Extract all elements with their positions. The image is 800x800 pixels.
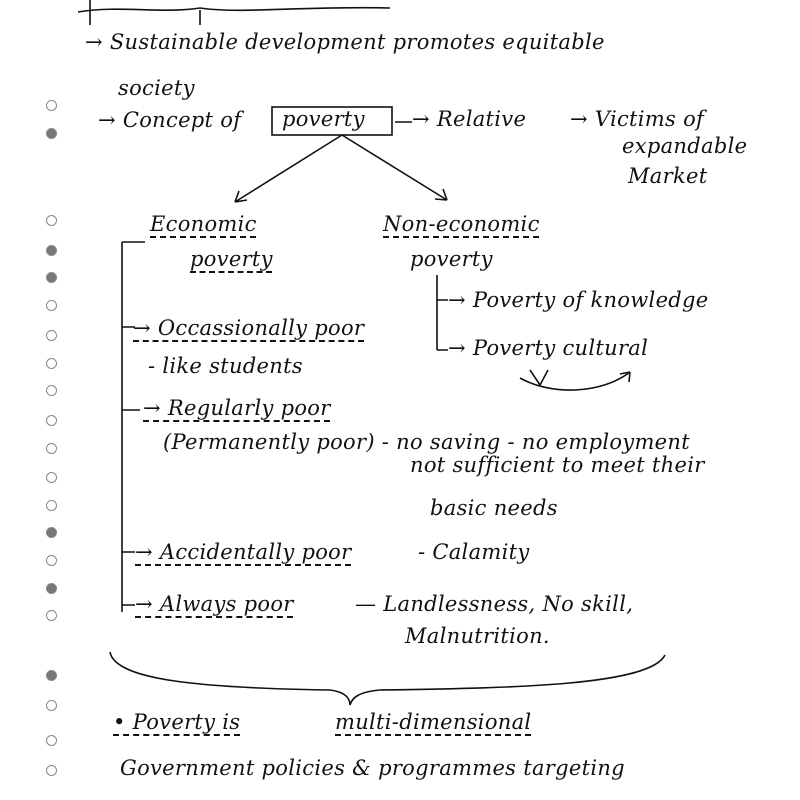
relative-label: → Relative [412,107,527,131]
note-line: not sufficient to meet their [410,453,705,477]
curly-brace [110,652,665,705]
note-line: (Permanently poor) - no saving - no employment [163,430,690,454]
economic-heading: poverty [190,247,273,271]
poor-type: → Always poor [135,592,294,616]
note-line: multi-dimensional [335,710,532,734]
note-line: basic needs [430,496,558,520]
note-line: • Poverty is [113,710,241,734]
non-economic-heading: Non-economic [383,212,540,236]
note-line: — Landlessness, No skill, [355,592,634,616]
victims-label: → Victims of [570,107,705,131]
note-line: - like students [148,354,303,378]
note-line: society [118,76,195,100]
concept-label: → Concept of [98,108,242,132]
cycle-arrow [520,370,630,390]
poor-type: → Occassionally poor [133,316,365,340]
arrow-economic [235,135,342,202]
economic-heading: Economic [150,212,257,236]
note-line: - Calamity [418,540,530,564]
arrow-non-economic [342,135,447,200]
poor-type: → Regularly poor [143,396,331,420]
note-line: → Poverty of knowledge [448,288,709,312]
note-line: Government policies & programmes targeting [120,756,625,780]
poverty-term: poverty [282,107,365,131]
note-line: → Sustainable development promotes equitable [85,30,605,54]
note-line: Market [628,164,708,188]
top-scribble [78,0,390,25]
note-line: → Poverty cultural [448,336,649,360]
poor-type: → Accidentally poor [135,540,352,564]
note-line: expandable [622,134,748,158]
note-line: Malnutrition. [405,624,550,648]
non-economic-heading: poverty [410,247,493,271]
non-economic-bracket [437,275,448,350]
